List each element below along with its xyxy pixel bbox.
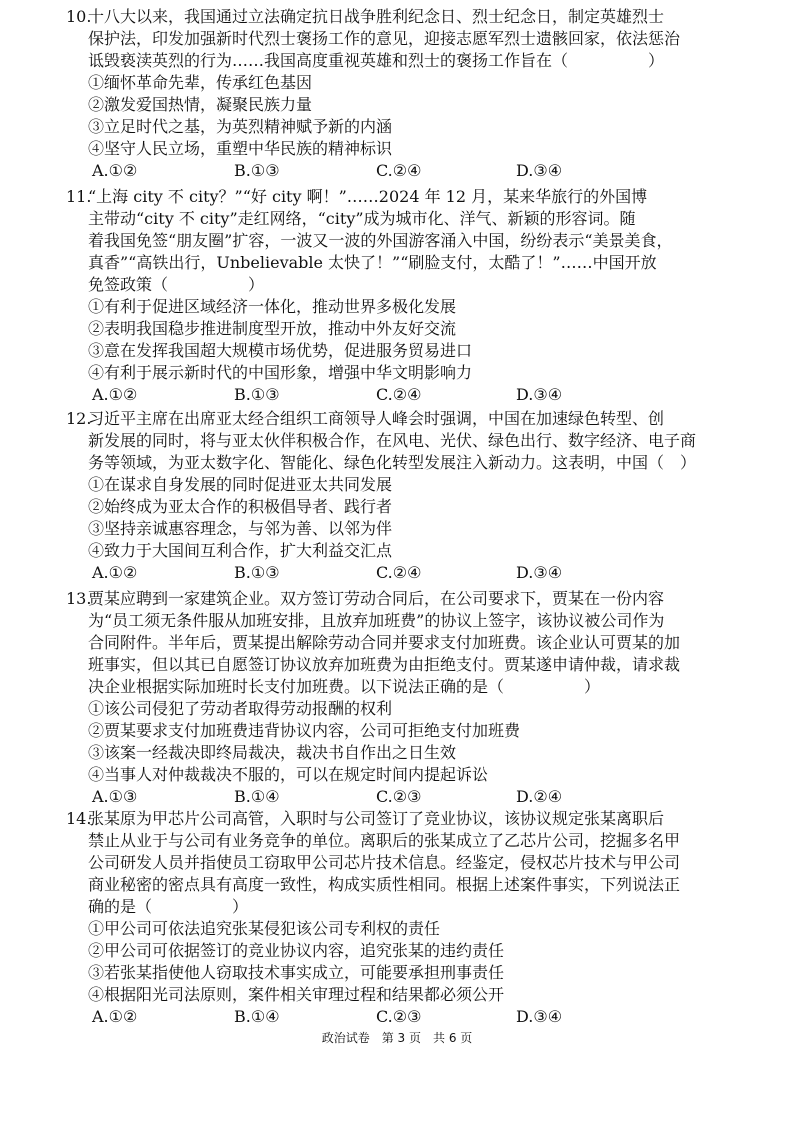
answer-choices	[88, 786, 708, 808]
choice-c[interactable]: C.②④	[376, 385, 422, 404]
choice-d[interactable]: D.②④	[516, 787, 563, 806]
stem-line: 十八大以来，我国通过立法确定抗日战争胜利纪念日、烈士纪念日，制定英雄烈士	[88, 7, 665, 26]
option-3: ③坚持亲诚惠容理念，与邻为善、以邻为伴	[88, 519, 393, 538]
question-number: 14.	[66, 809, 92, 828]
question-stem	[88, 808, 708, 1028]
option-2: ②贾某要求支付加班费违背协议内容，公司可拒绝支付加班费	[88, 721, 521, 740]
choice-b[interactable]: B.①④	[234, 1007, 280, 1026]
stem-line: 决企业根据实际加班时长支付加班费。以下说法正确的是（ ）	[88, 677, 601, 696]
choice-c[interactable]: C.②③	[376, 787, 422, 806]
stem-line: 免签政策（ ）	[88, 275, 265, 294]
option-4: ④当事人对仲裁裁决不服的，可以在规定时间内提起诉讼	[88, 765, 489, 784]
question-number: 13.	[66, 589, 92, 608]
question-stem	[88, 6, 708, 182]
stem-line: “上海 city 不 city？”“好 city 啊！”……2024 年 12 月，某来华旅行的外国博	[88, 187, 648, 206]
option-1: ①该公司侵犯了劳动者取得劳动报酬的权利	[88, 699, 393, 718]
question-stem	[88, 588, 708, 808]
choice-a[interactable]: A.①③	[92, 787, 138, 806]
choice-c[interactable]: C.②③	[376, 1007, 422, 1026]
option-2: ②甲公司可依据签订的竞业协议内容，追究张某的违约责任	[88, 941, 505, 960]
choice-d[interactable]: D.③④	[516, 385, 563, 404]
choice-c[interactable]: C.②④	[376, 563, 422, 582]
option-1: ①在谋求自身发展的同时促进亚太共同发展	[88, 475, 393, 494]
answer-choices	[88, 562, 708, 584]
question-stem	[88, 408, 708, 584]
option-1: ①缅怀革命先辈，传承红色基因	[88, 73, 313, 92]
answer-choices	[88, 1006, 708, 1028]
option-3: ③立足时代之基，为英烈精神赋予新的内涵	[88, 117, 393, 136]
stem-line: 着我国免签“朋友圈”扩容，一波又一波的外国游客涌入中国，纷纷表示“美景美食，	[88, 231, 673, 250]
stem-line: 主带动“city 不 city”走红网络，“city”成为城市化、洋气、新颖的形容词。随	[88, 209, 636, 228]
question-number: 10.	[66, 7, 92, 26]
stem-line: 务等领域，为亚太数字化、智能化、绿色化转型发展注入新动力。这表明，中国（ ）	[88, 453, 697, 472]
option-4: ④有利于展示新时代的中国形象，增强中华文明影响力	[88, 363, 473, 382]
stem-line: 为“员工须无条件服从加班安排，且放弃加班费”的协议上签字，该协议被公司作为	[88, 611, 665, 630]
stem-line: 公司研发人员并指使员工窃取甲公司芯片技术信息。经鉴定，侵权芯片技术与甲公司	[88, 853, 681, 872]
stem-line: 确的是（ ）	[88, 897, 249, 916]
question-number: 12.	[66, 409, 92, 428]
option-4: ④坚守人民立场，重塑中华民族的精神标识	[88, 139, 393, 158]
choice-b[interactable]: B.①③	[234, 563, 280, 582]
choice-a[interactable]: A.①②	[92, 161, 138, 180]
choice-b[interactable]: B.①④	[234, 787, 280, 806]
choice-a[interactable]: A.①②	[92, 385, 138, 404]
stem-line: 新发展的同时，将与亚太伙伴积极合作，在风电、光伏、绿色出行、数字经济、电子商	[88, 431, 697, 450]
stem-line: 习近平主席在出席亚太经合组织工商领导人峰会时强调，中国在加速绿色转型、创	[88, 409, 665, 428]
option-3: ③该案一经裁决即终局裁决，裁决书自作出之日生效	[88, 743, 457, 762]
choice-b[interactable]: B.①③	[234, 161, 280, 180]
option-3: ③若张某指使他人窃取技术事实成立，可能要承担刑事责任	[88, 963, 505, 982]
choice-d[interactable]: D.③④	[516, 1007, 563, 1026]
stem-line: 张某原为甲芯片公司高管，入职时与公司签订了竞业协议，该协议规定张某离职后	[88, 809, 665, 828]
option-3: ③意在发挥我国超大规模市场优势，促进服务贸易进口	[88, 341, 473, 360]
stem-line: 诋毁亵渎英烈的行为……我国高度重视英雄和烈士的褒扬工作旨在（ ）	[88, 51, 665, 70]
stem-line: 合同附件。半年后，贾某提出解除劳动合同并要求支付加班费。该企业认可贾某的加	[88, 633, 681, 652]
option-1: ①甲公司可依法追究张某侵犯该公司专利权的责任	[88, 919, 441, 938]
choice-a[interactable]: A.①②	[92, 563, 138, 582]
option-1: ①有利于促进区域经济一体化，推动世界多极化发展	[88, 297, 457, 316]
stem-line: 保护法，印发加强新时代烈士褒扬工作的意见，迎接志愿军烈士遗骸回家，依法惩治	[88, 29, 681, 48]
stem-line: 班事实，但以其已自愿签订协议放弃加班费为由拒绝支付。贾某遂申请仲裁，请求裁	[88, 655, 681, 674]
option-2: ②激发爱国热情，凝聚民族力量	[88, 95, 313, 114]
choice-d[interactable]: D.③④	[516, 563, 563, 582]
answer-choices	[88, 160, 708, 182]
option-2: ②始终成为亚太合作的积极倡导者、践行者	[88, 497, 393, 516]
question-number: 11.	[66, 187, 92, 206]
stem-line: 禁止从业于与公司有业务竞争的单位。离职后的张某成立了乙芯片公司，挖掘多名甲	[88, 831, 681, 850]
choice-a[interactable]: A.①②	[92, 1007, 138, 1026]
stem-line: 贾某应聘到一家建筑企业。双方签订劳动合同后，在公司要求下，贾某在一份内容	[88, 589, 665, 608]
choice-b[interactable]: B.①③	[234, 385, 280, 404]
option-4: ④根据阳光司法原则，案件相关审理过程和结果都必须公开	[88, 985, 505, 1004]
choice-d[interactable]: D.③④	[516, 161, 563, 180]
question-stem	[88, 186, 708, 406]
answer-choices	[88, 384, 708, 406]
option-2: ②表明我国稳步推进制度型开放，推动中外友好交流	[88, 319, 457, 338]
stem-line: 商业秘密的密点具有高度一致性，构成实质性相同。根据上述案件事实，下列说法正	[88, 875, 681, 894]
option-4: ④致力于大国间互利合作，扩大利益交汇点	[88, 541, 393, 560]
choice-c[interactable]: C.②④	[376, 161, 422, 180]
page-footer: 政治试卷 第 3 页 共 6 页	[321, 1031, 473, 1045]
stem-line: 真香”“高铁出行，Unbelievable 太快了！”“刷脸支付，太酷了！”……中国开放	[88, 253, 657, 272]
